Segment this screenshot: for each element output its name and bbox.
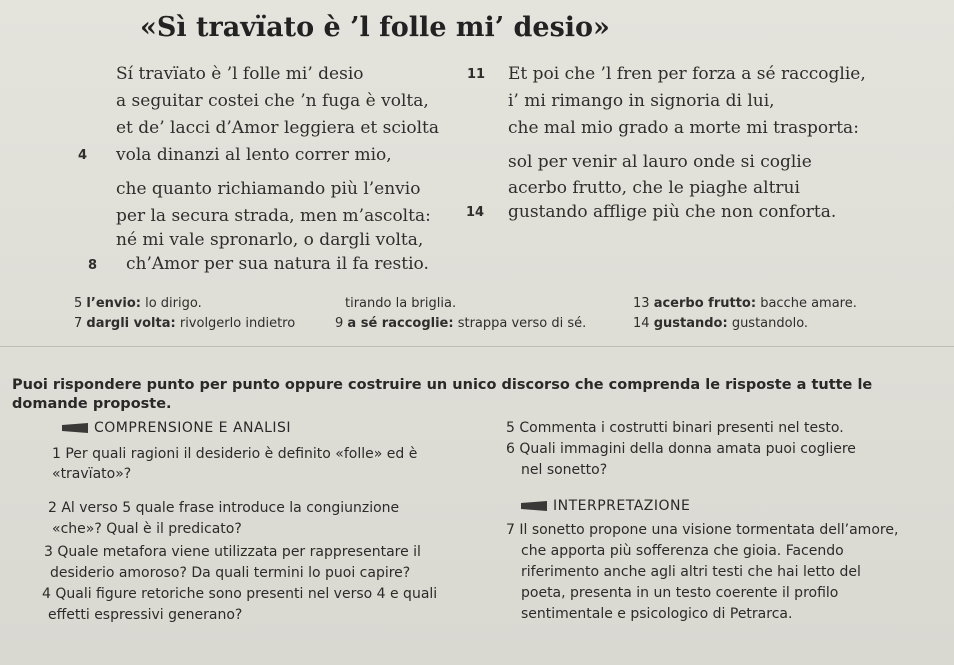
footnote-number: 14 [633, 316, 650, 331]
footnote [74, 296, 202, 311]
question-line: nel sonetto? [521, 462, 608, 478]
verse-line: che mal mio grado a morte mi trasporta: [508, 118, 859, 138]
footnote [633, 296, 857, 311]
verse-number: 11 [467, 67, 486, 82]
question-line: 1 Per quali ragioni il desiderio è definito «folle» ed è [52, 446, 418, 462]
footnote-gloss: strappa verso di sé. [457, 316, 587, 331]
footnote-number: 9 [335, 316, 344, 331]
footnote-term: gustando: [653, 316, 728, 331]
section-heading: INTERPRETAZIONE [521, 498, 690, 514]
footnote-term: acerbo frutto: [653, 296, 757, 311]
verse-number: 4 [78, 148, 88, 163]
footnote-number: 5 [74, 296, 83, 311]
footnote-gloss: lo dirigo. [145, 296, 202, 311]
footnote-continuation: tirando la briglia. [345, 296, 457, 311]
verse-line: et de’ lacci d’Amor leggiera et sciolta [116, 118, 439, 138]
footnote-term: l’envio: [86, 296, 141, 311]
verse-line: Et poi che ’l fren per forza a sé raccoglie, [508, 64, 866, 84]
question-line: desiderio amoroso? Da quali termini lo puoi capire? [50, 565, 411, 581]
question-line: 3 Quale metafora viene utilizzata per rappresentare il [44, 544, 421, 560]
verse-line: gustando afflige più che non conforta. [508, 202, 837, 222]
footnote-term: a sé raccoglie: [347, 316, 454, 331]
question-line: riferimento anche agli altri testi che hai letto del [521, 564, 861, 580]
verse-line: che quanto richiamando più l’envio [116, 179, 421, 199]
verse-line: ch’Amor per sua natura il fa restio. [126, 254, 429, 274]
footnote-number: 7 [74, 316, 83, 331]
verse-line: a seguitar costei che ’n fuga è volta, [116, 91, 429, 111]
footnote-term: dargli volta: [86, 316, 176, 331]
question-line: 6 Quali immagini della donna amata puoi cogliere [506, 441, 856, 457]
verse-line: né mi vale spronarlo, o dargli volta, [116, 230, 424, 250]
footnote [633, 316, 808, 331]
instruction-text: Puoi rispondere punto per punto oppure costruire un unico discorso che comprenda le risposte a tutte le [12, 377, 873, 393]
footnote-gloss: gustandolo. [731, 316, 809, 331]
question-line: che apporta più sofferenza che gioia. Facendo [521, 543, 844, 559]
question-line: «travïato»? [52, 466, 132, 482]
heading-marker-icon [521, 501, 547, 511]
footnote-gloss: rivolgerlo indietro [179, 316, 296, 331]
verse-line: i’ mi rimango in signoria di lui, [508, 91, 775, 111]
section-divider [0, 346, 954, 347]
verse-line: vola dinanzi al lento correr mio, [116, 145, 392, 165]
verse-line: per la secura strada, men m’ascolta: [116, 206, 431, 226]
question-line: effetti espressivi generano? [48, 607, 243, 623]
section-heading: COMPRENSIONE E ANALISI [62, 420, 291, 436]
question-line: «che»? Qual è il predicato? [52, 521, 242, 537]
footnote-gloss: bacche amare. [760, 296, 857, 311]
footnote [335, 316, 586, 331]
verse-line: acerbo frutto, che le piaghe altrui [508, 178, 800, 198]
verse-number: 14 [466, 205, 485, 220]
question-line: 4 Quali figure retoriche sono presenti nel verso 4 e quali [42, 586, 438, 602]
footnote-number: 13 [633, 296, 650, 311]
heading-marker-icon [62, 423, 88, 433]
verse-line: sol per venir al lauro onde si coglie [508, 152, 812, 172]
instruction-text: domande proposte. [12, 396, 172, 412]
verse-number: 8 [88, 258, 98, 273]
question-line: poeta, presenta in un testo coerente il profilo [521, 585, 839, 601]
question-line: 5 Commenta i costrutti binari presenti nel testo. [506, 420, 844, 436]
footnote [74, 316, 295, 331]
poem-title: «Sì travïato è ’l folle mi’ desio» [140, 12, 610, 43]
question-line: sentimentale e psicologico di Petrarca. [521, 606, 793, 622]
question-line: 7 Il sonetto propone una visione tormentata dell’amore, [506, 522, 899, 538]
verse-line: Sí travïato è ’l folle mi’ desio [116, 64, 364, 84]
question-line: 2 Al verso 5 quale frase introduce la congiunzione [48, 500, 400, 516]
